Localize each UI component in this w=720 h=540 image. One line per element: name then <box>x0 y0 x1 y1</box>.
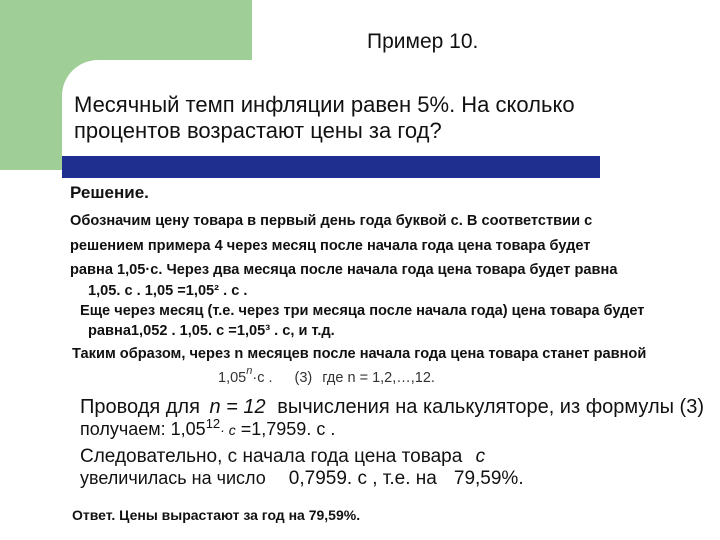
conclusion-percent: 79,59%. <box>453 468 524 489</box>
para1-line2: решением примера 4 через месяц после начала года цена товара будет <box>70 238 591 254</box>
calc-line-2 <box>80 416 335 440</box>
para1-line1: Обозначим цену товара в первый день года буквой c. В соответствии с <box>70 213 593 229</box>
calc-formula-ref: (3) <box>679 396 704 418</box>
conclusion-value: 0,7959. c , т.е. на <box>288 468 437 489</box>
question-line-1: Месячный темп инфляции равен 5%. На сколько <box>74 92 575 117</box>
para1-line4: 1,05. c . 1,05 =1,05² . c . <box>88 283 248 299</box>
decorative-divider-bar <box>62 156 600 178</box>
calc-exponent: 12 <box>205 416 221 431</box>
conclusion-c: c <box>475 446 486 467</box>
calc-base: 1,05 <box>170 419 206 439</box>
formula-3-rest: ·c . <box>252 369 273 386</box>
calc-text-b: вычисления на калькуляторе, из формулы <box>277 396 674 418</box>
solution-heading: Решение. <box>70 183 149 202</box>
question-line-2: процентов возрастают цены за год? <box>74 118 442 143</box>
conclusion-line-1 <box>80 446 485 468</box>
slide-title: Пример 10. <box>367 30 479 53</box>
conclusion-text-2: увеличилась на число <box>80 468 266 488</box>
calc-n-value: n = 12 <box>209 396 266 418</box>
formula-3 <box>218 367 435 386</box>
calc-result: =1,7959. c . <box>240 419 336 439</box>
conclusion-text-1: Следовательно, с начала года цена товара <box>80 446 463 467</box>
para1-line3: равна 1,05·c. Через два месяца после начала года цена товара будет равна <box>70 262 618 278</box>
para3-line1: Таким образом, через n месяцев после начала года цена товара станет равной <box>72 346 647 362</box>
formula-3-label: (3) <box>294 369 313 386</box>
formula-3-exponent: n <box>246 365 253 377</box>
formula-3-base: 1,05 <box>218 369 247 386</box>
calc-rest: · c <box>220 422 236 438</box>
calc-text-get: получаем: <box>80 419 166 439</box>
para2-line2: равна1,052 . 1,05. c =1,05³ . c, и т.д. <box>88 323 335 339</box>
para2-line1: Еще через месяц (т.е. через три месяца после начала года) цена товара будет <box>80 303 645 319</box>
calc-text-a: Проводя для <box>80 396 200 418</box>
answer-line: Ответ. Цены вырастают за год на 79,59%. <box>72 507 361 523</box>
conclusion-line-2 <box>80 468 524 490</box>
formula-3-where: где n = 1,2,…,12. <box>322 369 435 386</box>
